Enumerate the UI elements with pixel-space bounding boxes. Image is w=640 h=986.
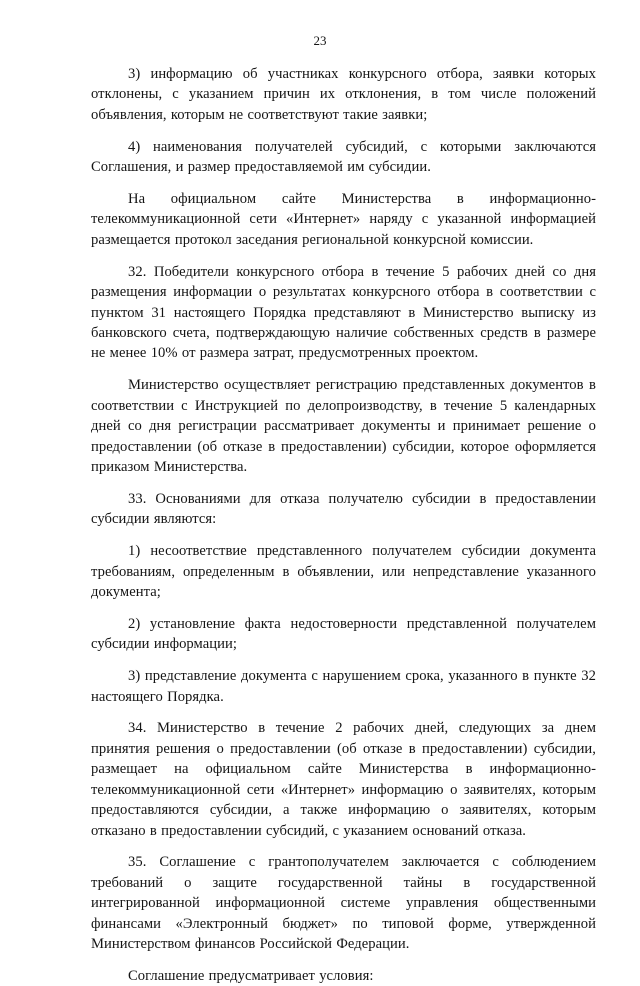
paragraph-item-4: 4) наименования получателей субсидий, с которыми заключаются Соглашения, и размер предоставляемой им субсидии. [91, 138, 596, 176]
page-number: 23 [313, 33, 327, 48]
paragraph-ministry-registration: Министерство осуществляет регистрацию представленных документов в соответствии с Инструкцией по делопроизводству, в течение 5 календарных дней со дня регистрации рассматривает документы и принимает решение о предоставлении (об отказе в предоставлении) субсидии, которое оформляется приказом Министерства. [91, 377, 596, 475]
paragraph-33-item-3: 3) представление документа с нарушением срока, указанного в пункте 32 настоящего Порядка. [91, 668, 596, 705]
paragraph-website-protocol: На официальном сайте Министерства в информационно-телекоммуникационной сети «Интернет» наряду с указанной информацией размещается протокол заседания региональной конкурсной комиссии. [91, 191, 596, 248]
paragraph-33: 33. Основаниями для отказа получателю субсидии в предоставлении субсидии являются: [91, 490, 596, 528]
paragraph-33-item-2: 2) установление факта недостоверности представленной получателем субсидии информации; [91, 615, 596, 653]
paragraph-33-item-1: 1) несоответствие представленного получателем субсидии документа требованиям, определенным в объявлении, или непредставление указанного документа; [91, 543, 596, 600]
paragraph-item-3: 3) информацию об участниках конкурсного отбора, заявки которых отклонены, с указанием причин их отклонения, в том числе положений объявления, которым не соответствуют такие заявки; [91, 66, 596, 123]
paragraph-32: 32. Победители конкурсного отбора в течение 5 рабочих дней со дня размещения информации о результатах конкурсного отбора в соответствии с пунктом 31 настоящего Порядка представляют в Министерство выписку из банковского счета, подтверждающую наличие собственных средств в размере не менее 10% от размера затрат, предусмотренных проектом. [91, 263, 596, 362]
paragraph-agreement-conditions: Соглашение предусматривает условия: [128, 967, 374, 984]
paragraph-35: 35. Соглашение с грантополучателем заключается с соблюдением требований о защите государственной тайны в государственной интегрированной информационной системе управления общественными финансами «Электронный бюджет» по типовой форме, утвержденной Министерством финансов Российской Федерации. [91, 854, 596, 953]
paragraph-34: 34. Министерство в течение 2 рабочих дней, следующих за днем принятия решения о предоставлении (об отказе в предоставлении) субсидии, размещает на официальном сайте Министерства в информационно-телекоммуникационной сети «Интернет» информацию о заявителях, которым предоставляются субсидии, а также информацию о заявителях, которым отказано в предоставлении субсидий, с указанием оснований отказа. [91, 720, 596, 839]
document-body [91, 64, 596, 986]
